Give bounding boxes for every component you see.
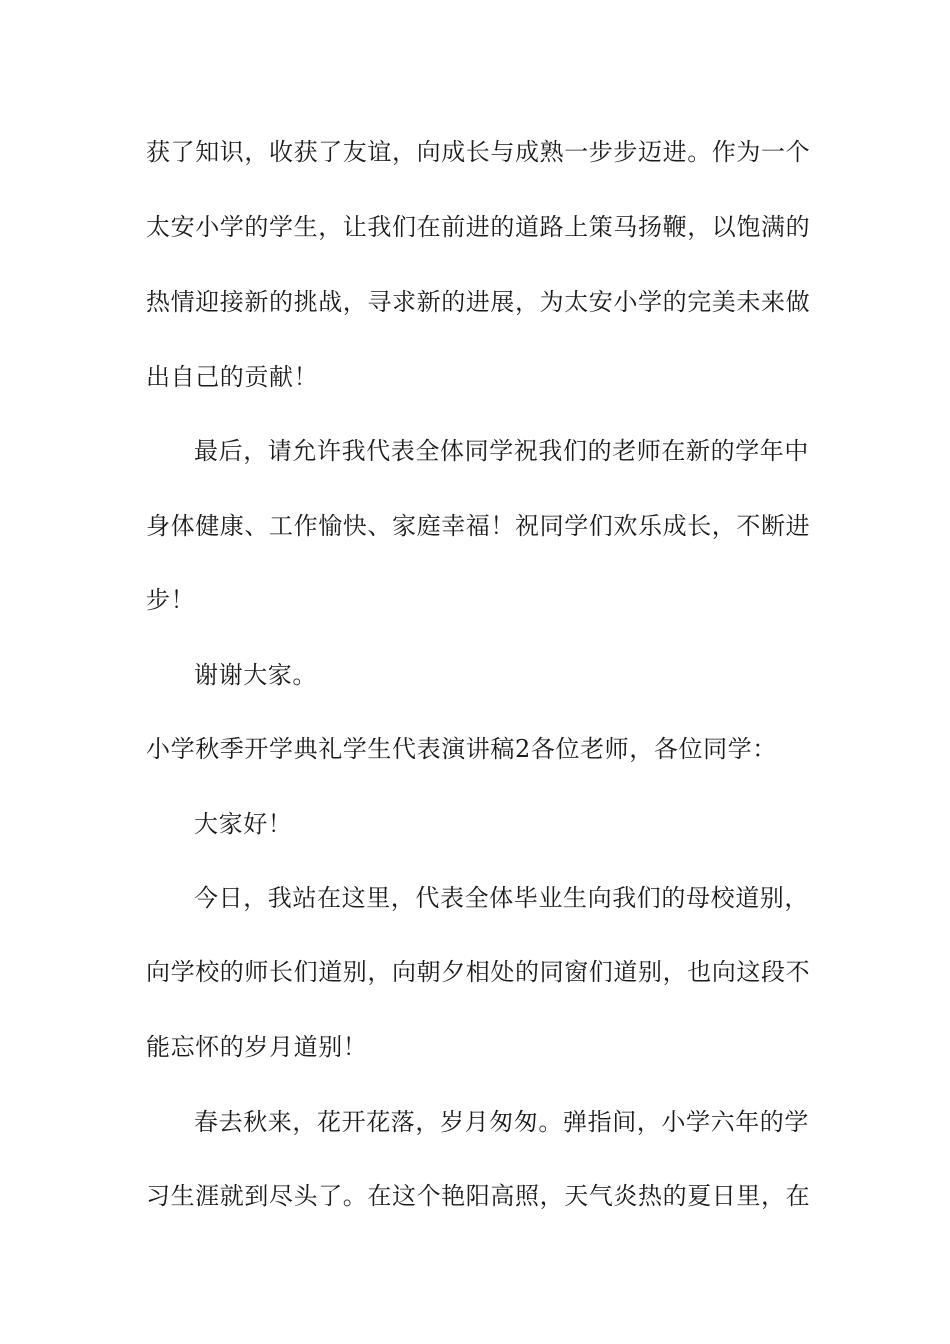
text-line: 今日，我站在这里，代表全体毕业生向我们的母校道别， bbox=[194, 884, 809, 912]
section-heading-line: 小学秋季开学典礼学生代表演讲稿2各位老师，各位同学： bbox=[146, 735, 777, 763]
text-line: 谢谢大家。 bbox=[194, 661, 317, 689]
text-line: 最后，请允许我代表全体同学祝我们的老师在新的学年中 bbox=[194, 437, 809, 465]
text-line: 能忘怀的岁月道别！ bbox=[146, 1033, 368, 1061]
text-line: 步！ bbox=[146, 586, 196, 614]
text-line: 大家好！ bbox=[194, 810, 293, 838]
text-line: 出自己的贡献！ bbox=[146, 363, 319, 391]
text-line: 春去秋来，花开花落，岁月匆匆。弹指间，小学六年的学 bbox=[194, 1108, 809, 1136]
text-line: 习生涯就到尽头了。在这个艳阳高照，天气炎热的夏日里，在 bbox=[146, 1182, 811, 1210]
text-line: 向学校的师长们道别，向朝夕相处的同窗们道别，也向这段不 bbox=[146, 958, 811, 986]
text-line: 热情迎接新的挑战，寻求新的进展，为太安小学的完美未来做 bbox=[146, 288, 811, 316]
text-line: 身体健康、工作愉快、家庭幸福！祝同学们欢乐成长，不断进 bbox=[146, 512, 811, 540]
text-line: 获了知识，收获了友谊，向成长与成熟一步步迈进。作为一个 bbox=[146, 138, 811, 166]
text-line: 太安小学的学生，让我们在前进的道路上策马扬鞭，以饱满的 bbox=[146, 213, 811, 241]
